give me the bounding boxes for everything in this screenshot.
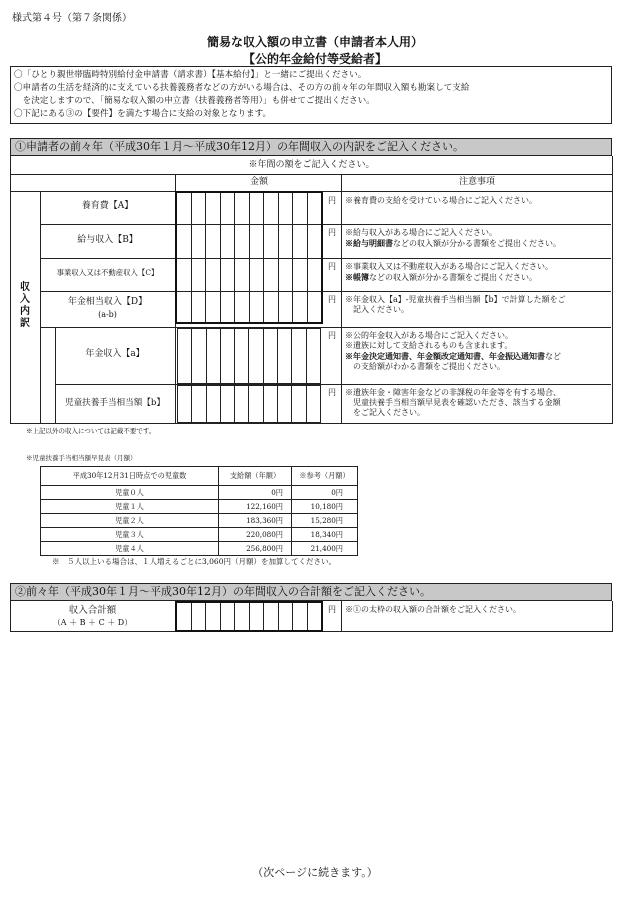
note-line: ※遺族に対して支給されるものも含まれます。: [345, 341, 513, 350]
table-cell: 122,160円: [219, 500, 292, 514]
row-notes-salary: [345, 228, 561, 249]
table-header-cell: 支給額（年額）: [219, 467, 292, 486]
note-line: ※遺族年金・障害年金などの非課税の年金等を有する場合、: [345, 388, 561, 397]
row-notes-child-support: [345, 196, 537, 206]
note-line: 記入ください。: [345, 305, 409, 314]
table-cell: 児童２人: [41, 514, 219, 528]
table-cell: 児童３人: [41, 528, 219, 542]
income-breakdown-side-label: [18, 282, 32, 330]
quick-table-title: ※児童扶養手当相当額早見表（月額）: [26, 454, 137, 462]
note-text: などの収入額が分かる書類をご提出ください。: [393, 239, 561, 248]
total-label-formula: （A ＋ B ＋ C ＋ D）: [52, 618, 133, 627]
yen-label: 円: [328, 605, 336, 614]
note-line: ※事業収入又は不動産収入がある場合にご記入ください。: [345, 262, 553, 271]
table-row: [41, 528, 358, 542]
yen-label: 円: [328, 196, 336, 205]
note-line: [345, 272, 553, 283]
row-label-pension-equivalent: 年金相当収入【D】: [67, 297, 148, 307]
yen-label: 円: [328, 331, 336, 340]
divider: [55, 384, 611, 385]
amount-input-pension-income[interactable]: [177, 328, 321, 384]
quick-reference-table: [40, 466, 358, 556]
row-notes-pension-equivalent: [345, 295, 566, 315]
column-header-notes: 注意事項: [341, 174, 612, 191]
yen-label: 円: [328, 388, 336, 397]
table-cell: 児童０人: [41, 486, 219, 500]
section1-subheading: ※年間の額をご記入ください。: [248, 160, 375, 170]
intro-line: 〇「ひとり親世帯臨時特別給付金申請書（請求書）【基本給付】」と一緒にご提出ください。: [14, 70, 367, 80]
note-bold: ※年金決定通知書、年金額改定通知書、年金振込通知書: [345, 351, 545, 361]
divider: [341, 191, 342, 423]
note-line: [345, 351, 561, 362]
note-bold: ※帳簿: [345, 272, 369, 282]
side-label-char: 内: [20, 306, 30, 317]
table-cell: 256,800円: [219, 542, 292, 556]
row-notes-pension-income: [345, 331, 561, 372]
intro-line: 〇申請者の生活を経済的に支えている扶養義務者などの方がいる場合は、その方の前々年の年間収入額も勘案して支給: [14, 83, 470, 93]
note-line: をご記入ください。: [345, 408, 425, 417]
section1-footnote: ※上記以外の収入については記載不要です。: [26, 427, 156, 435]
note-line: ※養育費の支給を受けている場合にご記入ください。: [345, 196, 537, 205]
continued-note: （次ページに続きます。）: [252, 866, 378, 879]
table-row: [41, 486, 358, 500]
section2-heading: ②前々年（平成30年１月～平成30年12月）の年間収入の合計額をご記入ください。: [10, 583, 612, 601]
intro-line: を決定しますので、「簡易な収入額の申立書（扶養義務者等用）」も併せてご提出ください。: [14, 96, 375, 106]
quick-table-note: ※ ５人以上いる場合は、１人増えるごとに3,060円（月額）を加算してください。: [52, 557, 336, 566]
divider: [40, 327, 611, 328]
row-label-pension-income: 年金収入【a】: [85, 349, 145, 359]
row-label-salary: 給与収入【B】: [77, 235, 138, 245]
note-line: ※給与収入がある場合にご記入ください。: [345, 228, 497, 237]
table-cell: 15,280円: [292, 514, 358, 528]
intro-text: [14, 69, 469, 121]
amount-input-child-allowance[interactable]: [177, 385, 321, 423]
yen-label: 円: [328, 262, 336, 271]
divider: [40, 258, 611, 259]
amount-input-pension-equivalent[interactable]: [177, 292, 321, 322]
intro-box: [10, 66, 612, 124]
table-cell: 21,400円: [292, 542, 358, 556]
page-subtitle: 【公的年金給付等受給者】: [242, 52, 387, 66]
row-notes-business: [345, 262, 553, 283]
table-row: [41, 542, 358, 556]
row-label-child-support: 養育費【A】: [81, 201, 134, 211]
table-cell: 220,080円: [219, 528, 292, 542]
table-cell: 児童４人: [41, 542, 219, 556]
note-text: などの収入額が分かる書類をご提出ください。: [369, 273, 537, 282]
yen-label: 円: [328, 228, 336, 237]
note-line: [345, 238, 561, 249]
amount-input-business[interactable]: [177, 259, 321, 291]
table-cell: 18,340円: [292, 528, 358, 542]
side-label-char: 収: [20, 282, 30, 293]
divider: [40, 224, 611, 225]
amount-input-total[interactable]: [175, 601, 323, 632]
row-notes-child-allowance: [345, 388, 561, 418]
side-label-char: 訳: [20, 318, 30, 329]
note-line: ※公的年金収入がある場合にご記入ください。: [345, 331, 513, 340]
table-row: [41, 500, 358, 514]
intro-line: 〇下記にある③の【要件】を満たす場合に支給の対象となります。: [14, 109, 272, 119]
table-cell: 10,180円: [292, 500, 358, 514]
amount-input-salary[interactable]: [177, 225, 321, 258]
table-header-row: [41, 467, 358, 486]
divider: [341, 601, 342, 631]
table-header-cell: ※参考（月額）: [292, 467, 358, 486]
note-line: ※年金収入【a】-児童扶養手当相当額【b】で計算した額をご: [345, 295, 566, 304]
note-bold: ※給与明細書: [345, 238, 393, 248]
section1-subheading-row: [10, 156, 613, 175]
table-header-cell: 平成30年12月31日時点での児童数: [41, 467, 219, 486]
table-cell: 児童１人: [41, 500, 219, 514]
amount-input-child-support[interactable]: [177, 193, 321, 224]
note-line: の支給額がわかる書類をご提出ください。: [345, 362, 505, 371]
note-text: など: [545, 352, 561, 361]
form-number: 様式第４号（第７条関係）: [12, 13, 132, 24]
section1-heading: ①申請者の前々年（平成30年１月～平成30年12月）の年間収入の内訳をご記入ください。: [10, 138, 612, 156]
table-row: [41, 514, 358, 528]
row-label-pension-equivalent-formula: (a-b): [98, 310, 117, 319]
table-cell: 183,360円: [219, 514, 292, 528]
total-note: ※①の太枠の収入額の合計額をご記入ください。: [345, 605, 521, 614]
total-label: 収入合計額: [68, 605, 117, 616]
divider: [40, 291, 611, 292]
yen-label: 円: [328, 295, 336, 304]
table-cell: 0円: [219, 486, 292, 500]
note-line: 児童扶養手当相当額早見表を確認いただき、該当する金額: [345, 398, 561, 407]
table-cell: 0円: [292, 486, 358, 500]
row-label-business: 事業収入又は不動産収入【C】: [56, 268, 159, 277]
side-label-char: 入: [20, 294, 30, 305]
page-title: 簡易な収入額の申立書（申請者本人用）: [206, 35, 423, 49]
column-header-amount: 金額: [175, 174, 342, 191]
divider: [55, 327, 56, 423]
row-label-child-allowance: 児童扶養手当相当額【b】: [64, 398, 166, 408]
